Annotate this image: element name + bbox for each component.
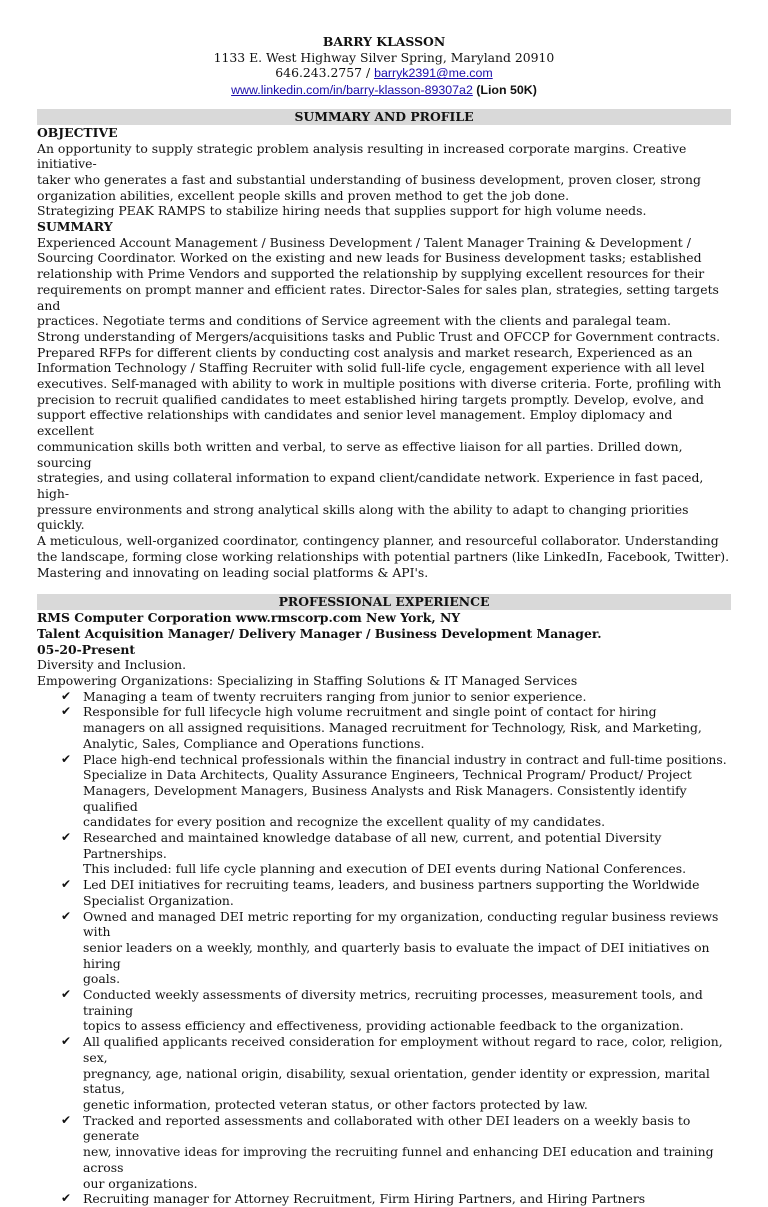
checkmark-icon: ✔ [61,1112,72,1127]
list-item-line: senior leaders on a weekly, monthly, and quarterly basis to evaluate the impact of DEI initiatives on hiring [83,939,710,971]
list-item-line: All qualified applicants received consideration for employment without regard to race, color, religion, sex, [83,1034,723,1065]
summary-line: Information Technology / Staffing Recruiter with solid full-life cycle, engagement experience with all level [37,360,705,376]
list-item-line: Recruiting manager for Attorney Recruitment, Firm Hiring Partners, and Hiring Partners [83,1191,646,1207]
checkmark-icon: ✔ [61,987,72,1002]
job-focus: Diversity and Inclusion. [37,657,187,673]
summary-line: A meticulous, well-organized coordinator, contingency planner, and resourceful collaborator. Understanding [37,533,719,549]
checkmark-icon: ✔ [61,1034,72,1049]
summary-line: relationship with Prime Vendors and supported the relationship by supplying excellent resources for their [37,266,705,282]
checkmark-icon: ✔ [61,908,72,923]
responsibility-list [37,689,731,1207]
list-item-line: managers on all assigned requisitions. Managed recruitment for Technology, Risk, and Marketing, [83,720,702,736]
list-item-line: Managing a team of twenty recruiters ranging from junior to senior experience. [83,688,587,704]
list-item-line: candidates for every position and recognize the excellent quality of my candidates. [83,814,606,830]
list-item [61,1191,731,1207]
checkmark-icon: ✔ [61,751,72,766]
checkmark-icon: ✔ [61,830,72,845]
list-item [61,909,731,988]
list-item-line: new, innovative ideas for improving the recruiting funnel and enhancing DEI education and training across [83,1144,714,1175]
list-item-line: Led DEI initiatives for recruiting teams, leaders, and business partners supporting the Worldwide [83,877,700,893]
summary-line: the landscape, forming close working relationships with potential partners (like LinkedIn, Facebook, Twitter). [37,548,730,564]
job-dates: 05-20-Present [37,641,136,657]
list-item [61,877,731,908]
list-item [61,752,731,831]
lion-count: (Lion 50K) [472,83,537,98]
summary-line: executives. Self-managed with ability to work in multiple positions with diverse criteria. Forte, profiling with [37,376,722,392]
checkmark-icon: ✔ [61,1191,72,1206]
summary-heading: SUMMARY [37,219,113,235]
list-item-line: Responsible for full lifecycle high volume recruitment and single point of contact for hiring [83,704,657,720]
address-line: 1133 E. West Highway Silver Spring, Maryland 20910 [213,49,555,65]
summary-line: precision to recruit qualified candidates to meet established hiring targets promptly. Develop, evolve, and [37,391,704,407]
linkedin-line [37,82,731,99]
list-item [61,1034,731,1113]
summary-line: practices. Negotiate terms and conditions of Service agreement with the clients and paralegal team. [37,313,671,329]
list-item-line: genetic information, protected veteran status, or other factors protected by law. [83,1097,588,1112]
list-item-line: Specialist Organization. [83,892,234,908]
candidate-name: BARRY KLASSON [322,34,446,49]
email-link[interactable]: barryk2391@me.com [374,66,493,81]
section-header-summary: SUMMARY AND PROFILE [37,109,731,125]
company-line: RMS Computer Corporation www.rmscorp.com New York, NY [37,610,461,626]
list-item-line: Managers, Development Managers, Business Analysts and Risk Managers. Consistently identify qualified [83,782,687,814]
objective-line: taker who generates a fast and substantial understanding of business development, proven closer, strong [37,171,701,187]
summary-line: Sourcing Coordinator. Worked on the existing and new leads for Business development tasks; established [37,250,702,266]
list-item-line: goals. [83,971,121,987]
list-item-line: our organizations. [83,1175,198,1191]
objective-heading: OBJECTIVE [37,124,118,140]
linkedin-link[interactable]: www.linkedin.com/in/barry-klasson-89307a2 [231,83,473,98]
summary-line: Prepared RFPs for different clients by conducting cost analysis and market research, Experienced as an [37,344,693,360]
list-item-line: Conducted weekly assessments of diversity metrics, recruiting processes, measurement tools, and training [83,987,703,1018]
list-item [61,987,731,1034]
summary-line: strategies, and using collateral information to expand client/candidate network. Experience in fast paced, high- [37,470,704,501]
list-item-line: Analytic, Sales, Compliance and Operations functions. [83,735,425,751]
section-header-experience: PROFESSIONAL EXPERIENCE [37,594,731,610]
list-item [61,689,731,705]
objective-line: organization abilities, excellent people skills and proven method to get the job done. [37,187,570,203]
job-title: Talent Acquisition Manager/ Delivery Manager / Business Development Manager. [37,625,602,641]
list-item-line: Tracked and reported assessments and collaborated with other DEI leaders on a weekly basis to generate [83,1112,691,1144]
job-specialty: Empowering Organizations: Specializing in Staffing Solutions & IT Managed Services [37,673,578,689]
summary-line: communication skills both written and verbal, to serve as effective liaison for all parties. Drilled down, sourcing [37,438,683,470]
checkmark-icon: ✔ [61,704,72,719]
objective-line: An opportunity to supply strategic problem analysis resulting in increased corporate margins. Creative initiative- [37,140,687,172]
objective-text [37,141,731,220]
summary-line: support effective relationships with candidates and senior level management. Employ diplomacy and excellent [37,407,673,439]
list-item [61,1113,731,1192]
objective-line: Strategizing PEAK RAMPS to stabilize hiring needs that supplies support for high volume needs. [37,203,647,219]
checkmark-icon: ✔ [61,877,72,892]
list-item-line: Researched and maintained knowledge database of all new, current, and potential Diversity Partnerships. [83,830,662,861]
list-item [61,704,731,751]
summary-line: Strong understanding of Mergers/acquisitions tasks and Public Trust and OFCCP for Government contracts. [37,328,721,344]
summary-line: requirements on prompt manner and efficient rates. Director-Sales for sales plan, strategies, setting targets and [37,281,719,313]
list-item-line: This included: full life cycle planning and execution of DEI events during National Conferences. [83,861,687,877]
list-item-line: Specialize in Data Architects, Quality Assurance Engineers, Technical Program/ Product/ Project [83,767,692,783]
summary-text [37,235,731,580]
summary-line: Experienced Account Management / Business Development / Talent Manager Training & Development / [37,234,691,250]
summary-line: pressure environments and strong analytical skills along with the ability to adapt to changing priorities quickly. [37,501,689,533]
list-item [61,830,731,877]
resume-page [37,34,731,1207]
list-item-line: pregnancy, age, national origin, disability, sexual orientation, gender identity or expression, marital status, [83,1065,710,1097]
phone-number: 646.243.2757 / [275,65,375,81]
list-item-line: Place high-end technical professionals within the financial industry in contract and full-time positions. [83,751,727,767]
checkmark-icon: ✔ [61,688,72,703]
list-item-line: Owned and managed DEI metric reporting for my organization, conducting regular business reviews with [83,908,719,940]
list-item-line: topics to assess efficiency and effectiveness, providing actionable feedback to the organization. [83,1018,684,1034]
contact-line [37,65,731,82]
summary-line: Mastering and innovating on leading social platforms & API's. [37,564,429,580]
